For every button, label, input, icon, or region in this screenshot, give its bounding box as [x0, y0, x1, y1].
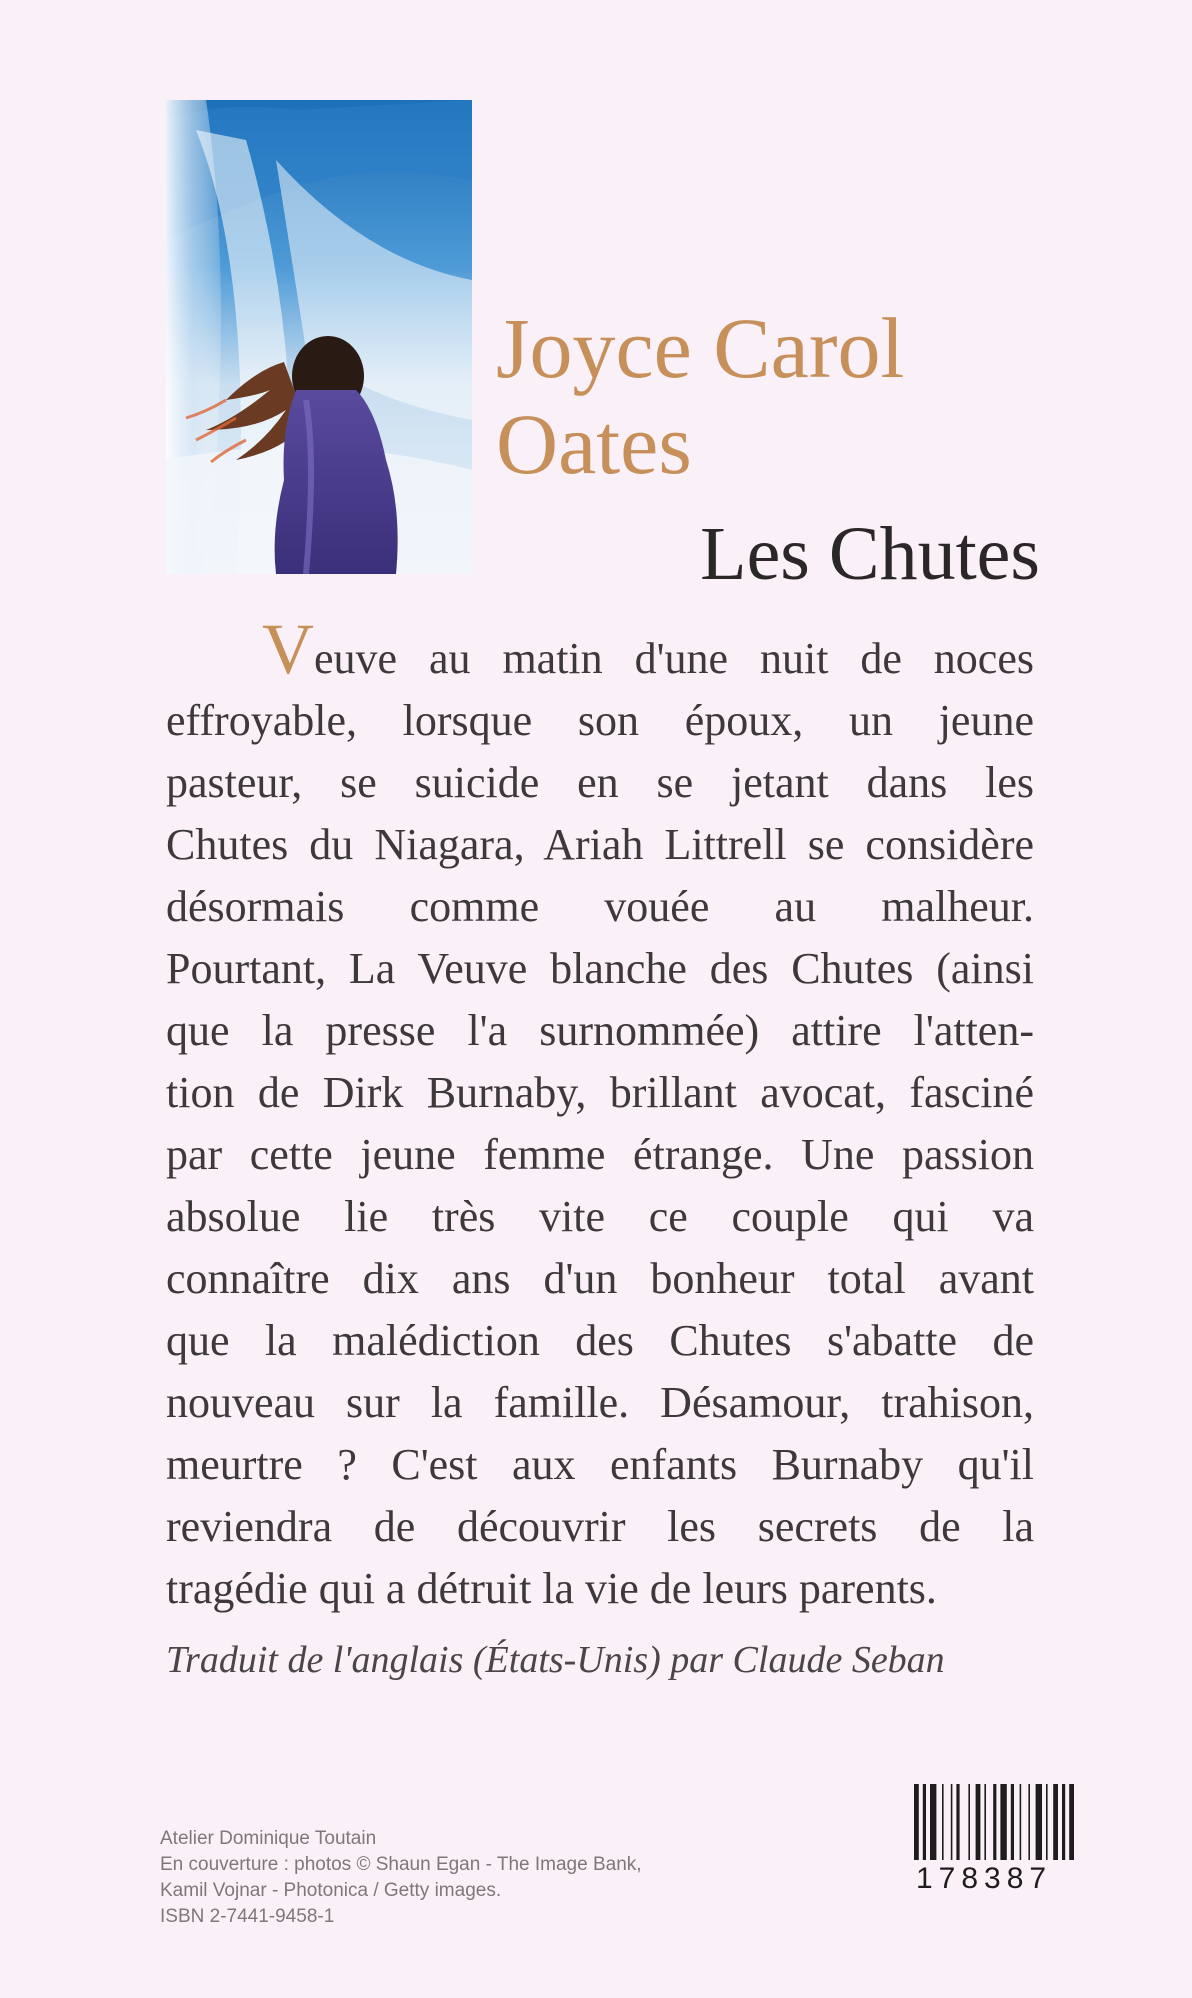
- author-line-2: Oates: [496, 396, 692, 492]
- barcode-bar: [1011, 1784, 1014, 1860]
- barcode-bar: [951, 1784, 953, 1860]
- credit-line: Kamil Vojnar - Photonica / Getty images.: [160, 1880, 502, 1901]
- blurb-line: tragédie qui a détruit la vie de leurs parents.: [166, 1564, 937, 1613]
- barcode-number: 178387: [916, 1862, 1053, 1895]
- barcode-bar: [993, 1784, 996, 1860]
- isbn: ISBN 2-7441-9458-1: [160, 1906, 335, 1927]
- author-line-1: Joyce Carol: [496, 300, 905, 396]
- blurb-line: que la presse l'a surnommée) attire l'atten-: [166, 1006, 1034, 1055]
- blurb-line: désormais comme vouée au malheur.: [166, 882, 1034, 931]
- cover-photo: [166, 100, 472, 574]
- book-title: Les Chutes: [700, 512, 1040, 596]
- blurb-line: meurtre ? C'est aux enfants Burnaby qu'il: [166, 1440, 1034, 1489]
- translator-credit: Traduit de l'anglais (États-Unis) par Claude Seban: [166, 1639, 945, 1681]
- barcode-bar: [956, 1784, 959, 1860]
- barcode-bar: [914, 1784, 919, 1860]
- credits: [160, 1826, 642, 1930]
- blurb-line: connaître dix ans d'un bonheur total avant: [166, 1254, 1034, 1303]
- barcode-bar: [1000, 1784, 1006, 1860]
- blurb-line: Pourtant, La Veuve blanche des Chutes (ainsi: [166, 944, 1034, 993]
- blurb-line: pasteur, se suicide en se jetant dans les: [166, 758, 1034, 807]
- blurb-line: nouveau sur la famille. Désamour, trahison,: [166, 1378, 1034, 1427]
- credit-line: En couverture : photos © Shaun Egan - The Image Bank,: [160, 1854, 642, 1875]
- barcode-bar: [984, 1784, 986, 1860]
- barcode-bar: [1028, 1784, 1030, 1860]
- author-name: [496, 300, 904, 492]
- drop-cap: V: [262, 609, 314, 689]
- blurb: [166, 609, 1034, 1620]
- blurb-line: que la malédiction des Chutes s'abatte de: [166, 1316, 1034, 1365]
- credit-line: Atelier Dominique Toutain: [160, 1828, 377, 1849]
- blurb-line: absolue lie très vite ce couple qui va: [166, 1192, 1034, 1241]
- barcode-bar: [942, 1784, 944, 1860]
- barcode-bar: [1020, 1784, 1022, 1860]
- barcode-bar: [968, 1784, 970, 1860]
- barcode-bar: [976, 1784, 981, 1860]
- blurb-line: effroyable, lorsque son époux, un jeune: [166, 696, 1034, 745]
- barcode-bar: [1062, 1784, 1065, 1860]
- blurb-line: Veuve au matin d'une nuit de noces: [262, 609, 1034, 689]
- blurb-line: tion de Dirk Burnaby, brillant avocat, fasciné: [166, 1068, 1034, 1117]
- barcode-bar: [1069, 1784, 1074, 1860]
- barcode-bar: [1053, 1784, 1058, 1860]
- barcode-bar: [1036, 1784, 1042, 1860]
- barcode-bar: [923, 1784, 926, 1860]
- barcode-bar: [930, 1784, 936, 1860]
- blurb-line: Chutes du Niagara, Ariah Littrell se considère: [166, 820, 1034, 869]
- blurb-line: par cette jeune femme étrange. Une passion: [166, 1130, 1034, 1179]
- barcode-bar: [1046, 1784, 1048, 1860]
- blurb-line: reviendra de découvrir les secrets de la: [166, 1502, 1034, 1551]
